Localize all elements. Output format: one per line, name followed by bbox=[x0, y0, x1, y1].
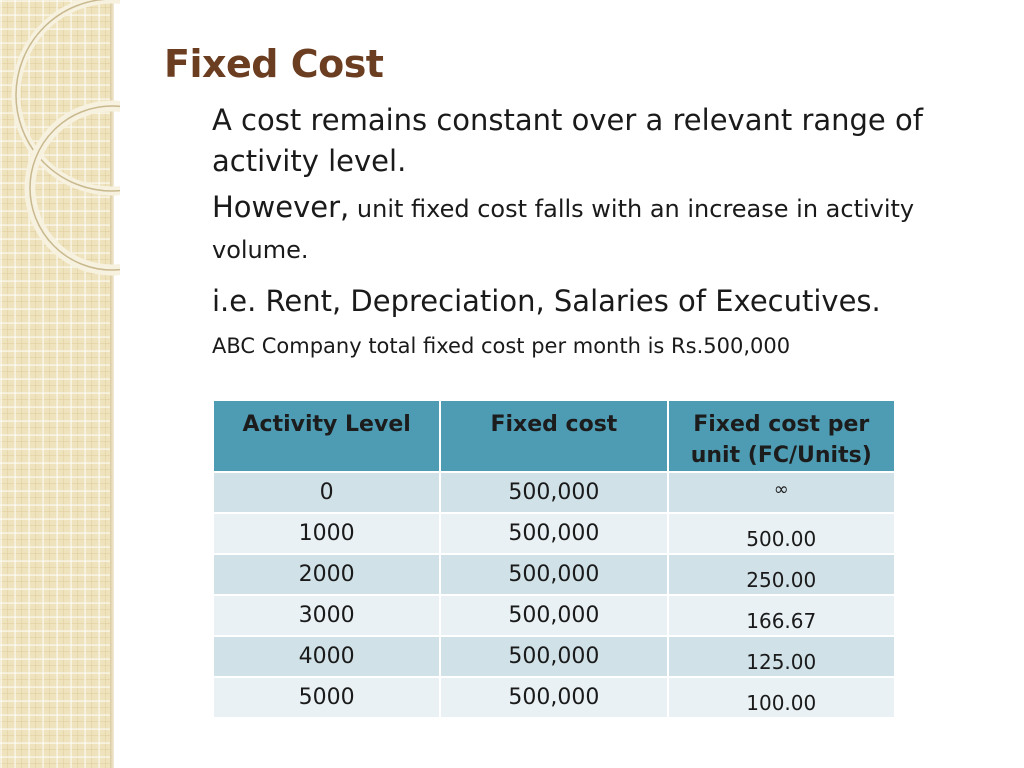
table-row bbox=[213, 595, 895, 636]
however-lead: However, bbox=[212, 190, 350, 224]
fixed-cost-cell: 500,000 bbox=[440, 554, 667, 595]
fixed-cost-per-unit-cell: ∞ bbox=[668, 472, 896, 513]
definition-text: A cost remains constant over a relevant range of activity level. bbox=[212, 103, 923, 178]
fixed-cost-table bbox=[212, 399, 896, 719]
table-row bbox=[213, 513, 895, 554]
decorative-rings bbox=[0, 0, 120, 280]
however-paragraph bbox=[212, 188, 992, 272]
header-fixed-cost: Fixed cost bbox=[440, 400, 667, 472]
fixed-cost-cell: 500,000 bbox=[440, 513, 667, 554]
slide-title: Fixed Cost bbox=[164, 42, 384, 86]
fixed-cost-per-unit-cell: 166.67 bbox=[668, 595, 896, 636]
table-row bbox=[213, 636, 895, 677]
fixed-cost-cell: 500,000 bbox=[440, 472, 667, 513]
table-row bbox=[213, 472, 895, 513]
fixed-cost-per-unit-cell: 250.00 bbox=[668, 554, 896, 595]
fixed-cost-per-unit-cell: 100.00 bbox=[668, 677, 896, 718]
header-fixed-cost-per-unit: Fixed cost per unit (FC/Units) bbox=[668, 400, 896, 472]
table-row bbox=[213, 554, 895, 595]
fixed-cost-cell: 500,000 bbox=[440, 677, 667, 718]
fixed-cost-per-unit-cell: 125.00 bbox=[668, 636, 896, 677]
however-rest: unit fixed cost falls with an increase in activity volume. bbox=[212, 195, 915, 264]
table-row bbox=[213, 677, 895, 718]
activity-level-cell: 0 bbox=[213, 472, 440, 513]
activity-level-cell: 2000 bbox=[213, 554, 440, 595]
activity-level-cell: 5000 bbox=[213, 677, 440, 718]
activity-level-cell: 4000 bbox=[213, 636, 440, 677]
examples-text: i.e. Rent, Depreciation, Salaries of Executives. bbox=[212, 284, 881, 318]
fixed-cost-per-unit-cell: 500.00 bbox=[668, 513, 896, 554]
header-activity-level: Activity Level bbox=[213, 400, 440, 472]
fixed-cost-cell: 500,000 bbox=[440, 636, 667, 677]
activity-level-cell: 1000 bbox=[213, 513, 440, 554]
fixed-cost-cell: 500,000 bbox=[440, 595, 667, 636]
company-note: ABC Company total fixed cost per month is Rs.500,000 bbox=[212, 334, 791, 358]
slide-body bbox=[212, 100, 992, 358]
activity-level-cell: 3000 bbox=[213, 595, 440, 636]
table-header-row bbox=[213, 400, 895, 472]
